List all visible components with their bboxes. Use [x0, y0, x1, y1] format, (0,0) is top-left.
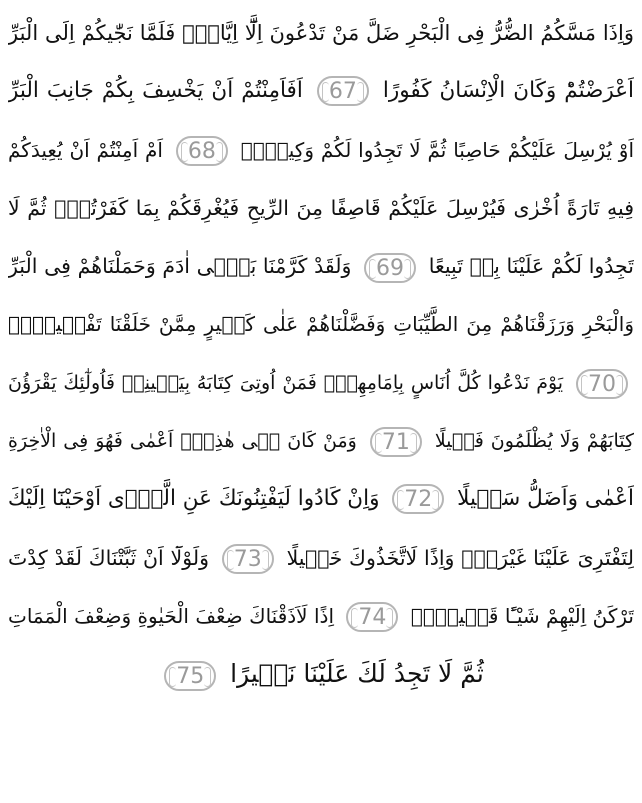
text-line: [8, 4, 634, 62]
verse-text: اَمْ اَمِنْتُمْ اَنْ يُعِيدَكُمْ: [8, 137, 163, 162]
verse-text: فِيهِ تَارَةً اُخْرٰى فَيُرْسِلَ عَلَيْكُمْ قَاصِفًا مِنَ الرِّيحِ فَيُغْرِقَكُمْ بِمَا كَفَرْتُمْۙ ثُمَّ لَا: [8, 195, 634, 220]
verse-text: اَوْ يُرْسِلَ عَلَيْكُمْ حَاصِبًا ثُمَّ لَا تَجِدُوا لَكُمْ وَكِيلًاۙ: [240, 137, 634, 162]
ayah-number-marker: 72: [392, 484, 444, 514]
verse-text: اَفَاَمِنْتُمْ اَنْ يَخْسِفَ بِكُمْ جَانِبَ الْبَرِّ: [8, 78, 303, 104]
text-line: [8, 529, 634, 587]
ayah-number-marker: 75: [164, 661, 216, 691]
ayah-number-marker: 67: [317, 76, 369, 106]
text-line: [8, 237, 634, 295]
verse-text: تَجِدُوا لَكُمْ عَلَيْنَا بِهٖ تَبِيعًا: [428, 254, 634, 279]
verse-text: وَلَوْلَٓا اَنْ ثَبَّتْنَاكَ لَقَدْ كِدْتَ: [8, 545, 209, 570]
text-line: [8, 587, 634, 645]
verse-text: تَرْكَنُ اِلَيْهِمْ شَيْـًٔا قَلٖيلًاۗ: [410, 603, 634, 628]
text-line: [8, 412, 634, 470]
verse-text: وَالْبَحْرِ وَرَزَقْنَاهُمْ مِنَ الطَّيِّبَاتِ وَفَضَّلْنَاهُمْ عَلٰى كَثٖيرٍ مِمَّنْ خَلَقْنَا تَفْضٖيلًاۚ: [8, 312, 634, 337]
ayah-number-marker: 70: [576, 369, 628, 399]
text-line: [8, 121, 634, 179]
verse-text: وَاِنْ كَادُوا لَيَفْتِنُونَكَ عَنِ الَّذٖٓى اَوْحَيْنَٓا اِلَيْكَ: [8, 486, 380, 512]
ayah-number-marker: 68: [176, 136, 228, 166]
text-line: [8, 354, 634, 412]
ayah-number-marker: 73: [222, 544, 274, 574]
text-line: [8, 62, 634, 120]
verse-text: اَعْرَضْتُمْؕ وَكَانَ الْاِنْسَانُ كَفُورًا: [382, 78, 634, 104]
verse-text: وَاِذَا مَسَّكُمُ الضُّرُّ فِى الْبَحْرِ ضَلَّ مَنْ تَدْعُونَ اِلَّٓا اِيَّاهُۚ فَلَمَّا نَجّٰيكُمْ اِلَى الْبَرِّ: [8, 21, 634, 45]
ayah-number-marker: 69: [364, 253, 416, 283]
text-line: [8, 179, 634, 237]
verse-text: وَلَقَدْ كَرَّمْنَا بَنٖٓى اٰدَمَ وَحَمَلْنَاهُمْ فِى الْبَرِّ: [8, 254, 352, 279]
verse-text-block: [8, 4, 634, 703]
verse-text: ثُمَّ لَا تَجِدُ لَكَ عَلَيْنَا نَصٖيرًا: [230, 659, 484, 689]
verse-text: اِذًا لَاَذَقْنَاكَ ضِعْفَ الْحَيٰوةِ وَضِعْفَ الْمَمَاتِ: [8, 603, 334, 628]
verse-text: لِتَفْتَرِىَ عَلَيْنَا غَيْرَهُۗ وَاِذًا لَاتَّخَذُوكَ خَلٖيلًا: [286, 545, 634, 570]
ayah-number-marker: 71: [370, 427, 422, 457]
text-line: [8, 470, 634, 528]
ayah-number-marker: 74: [346, 602, 398, 632]
verse-text: يَوْمَ نَدْعُوا كُلَّ اُنَاسٍ بِاِمَامِهِمْۚ فَمَنْ اُوتِىَ كِتَابَهُ بِيَمٖينِهٖ فَاُولٰٓئِكَ يَقْرَؤُنَ: [8, 371, 564, 394]
text-line: [8, 645, 634, 703]
verse-text: اَعْمٰى وَاَضَلُّ سَبٖيلًا: [457, 486, 634, 512]
verse-text: وَمَنْ كَانَ فٖى هٰذِهٖٓ اَعْمٰى فَهُوَ فِى الْاٰخِرَةِ: [8, 430, 357, 453]
verse-text: كِتَابَهُمْ وَلَا يُظْلَمُونَ فَتٖيلًا: [434, 430, 634, 453]
text-line: [8, 295, 634, 353]
